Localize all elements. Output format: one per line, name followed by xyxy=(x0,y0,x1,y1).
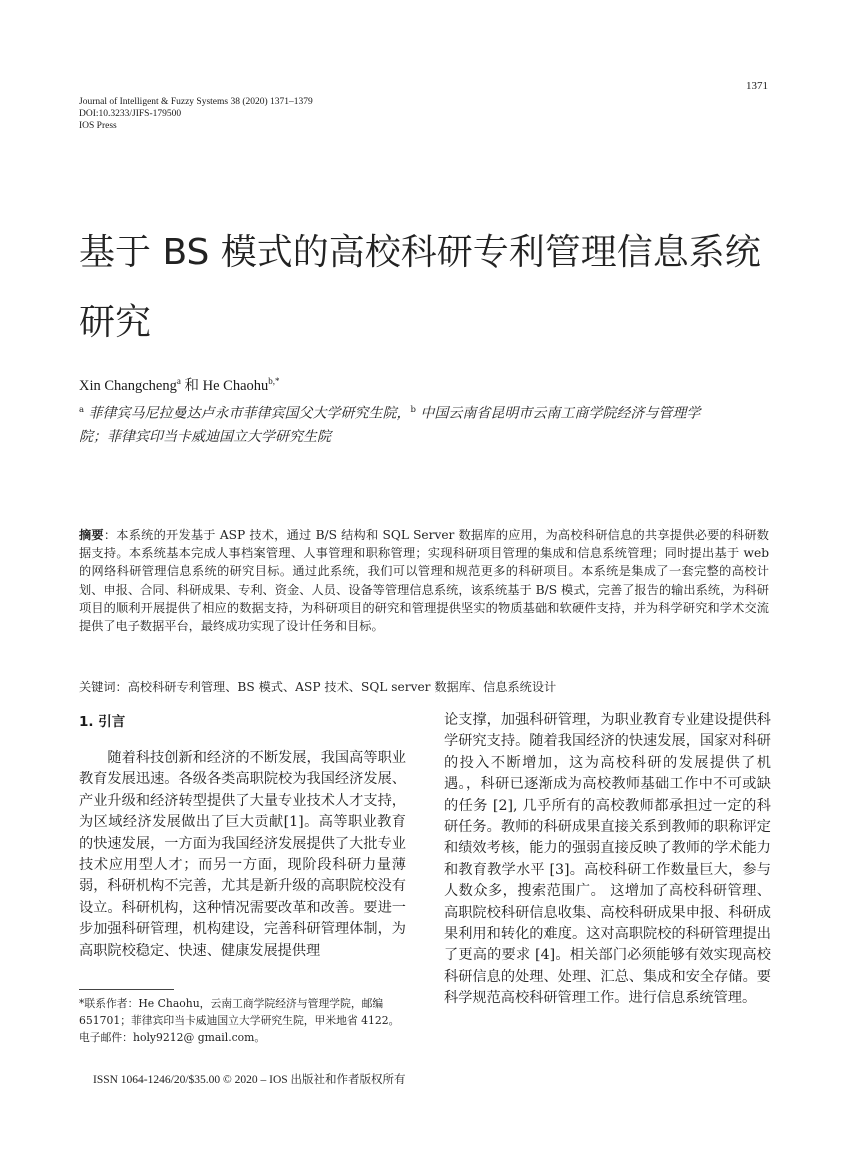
affil-b-mark: b xyxy=(410,405,416,415)
publisher-line: IOS Press xyxy=(79,121,117,131)
section-heading: 1. 引言 xyxy=(79,714,126,730)
body-right-column: 论支撑，加强科研管理，为职业教育专业建设提供科学研究支持。随着我国经济的快速发展，国家对科研的投入不断增加，这为高校科研的发展提供了机遇。，科研已逐渐成为高校教师基础工作中不可或缺的任务 [2], 几乎所有的高校教师都承担过一定的科研任务。教师的科研成果直接关系到教师的职称评定和绩效考核，能力的强弱直接反映了教师的学术能力和教育教学水平 [3]。高校科研工作数量巨大，参与人数众多，搜索范围广。 这增加了高校科研管理、高职院校科研信息收集、高校科研成果申报、科研成果利用和转化的难度。这对高职院校的科研管理提出了更高的要求 [4]。相关部门必须能够有效实现高校科研信息的处理、处理、汇总、集成和安全存储。要科学规范高校科研管理工作。进行信息系统管理。 xyxy=(444,712,771,1007)
journal-info xyxy=(79,96,313,132)
affil-b-text: 中国云南省昆明市云南工商学院经济与管理学院；菲律宾印当卡威迪国立大学研究生院 xyxy=(79,405,701,445)
affiliations xyxy=(79,399,719,449)
footnote-rule xyxy=(79,989,174,990)
author-connector: 和 xyxy=(180,378,203,394)
page-number: 1371 xyxy=(746,80,768,92)
keywords: 关键词：高校科研专利管理、BS 模式、ASP 技术、SQL server 数据库、信息系统设计 xyxy=(79,680,557,694)
author-2: He Chaohu xyxy=(202,378,269,394)
author-1: Xin Changcheng xyxy=(79,378,177,394)
abstract-label: 摘要 xyxy=(79,528,104,542)
doi-line: DOI:10.3233/JIFS-179500 xyxy=(79,109,182,119)
affil-a-text: 菲律宾马尼拉曼达卢永市菲律宾国父大学研究生院， xyxy=(84,405,411,422)
abstract-colon: ： xyxy=(103,528,117,542)
abstract xyxy=(79,526,769,635)
corresponding-author-footnote: *联系作者：He Chaohu，云南工商学院经济与管理学院，邮编 651701；菲律宾印当卡威迪国立大学研究生院，甲米地省 4122。电子邮件：holy9212@ gmail.com。 xyxy=(79,997,400,1044)
affil-a-mark: a xyxy=(79,405,85,415)
body-left-column: 随着科技创新和经济的不断发展，我国高等职业教育发展迅速。各级各类高职院校为我国经济发展、产业升级和经济转型提供了大量专业技术人才支持，为区域经济发展做出了巨大贡献[1]。高等职业教育的快速发展，一方面为我国经济发展提供了大批专业技术应用型人才；而另一方面，现阶段科研力量薄弱，科研机构不完善，尤其是新升级的高职院校没有设立。科研机构，这种情况需要改革和改善。要进一步加强科研管理，机构建设，完善科研管理体制，为高职院校稳定、快速、健康发展提供理 xyxy=(79,750,406,959)
author-2-sup: b,* xyxy=(268,376,280,387)
author-1-sup: a xyxy=(176,376,181,387)
issn-line: ISSN 1064-1246/20/$35.00 © 2020 – IOS 出版社和作者版权所有 xyxy=(93,1074,406,1086)
authors xyxy=(79,374,280,395)
journal-line: Journal of Intelligent & Fuzzy Systems 38 (2020) 1371–1379 xyxy=(79,97,313,107)
abstract-text: 本系统的开发基于 ASP 技术，通过 B/S 结构和 SQL Server 数据库的应用，为高校科研信息的共享提供必要的科研数据支持。本系统基本完成人事档案管理、人事管理和职称管理；实现科研项目管理的集成和信息系统管理；同时提出基于 web 的网络科研管理信息系统的研究目标。通过此系统，我们可以管理和规范更多的科研项目。本系统是集成了一套完整的高校计划、申报、合同、科研成果、专利、资金、人员、设备等管理信息系统，该系统基于 B/S 模式，完善了报告的输出系统，为科研项目的顺利开展提供了相应的数据支持，为科研项目的研究和管理提供坚实的物质基础和软硬件支持，并为科学研究和学术交流提供了电子数据平台，最终成功实现了设计任务和目标。 xyxy=(79,528,769,634)
paper-title: 基于 BS 模式的高校科研专利管理信息系统研究 xyxy=(79,232,761,343)
